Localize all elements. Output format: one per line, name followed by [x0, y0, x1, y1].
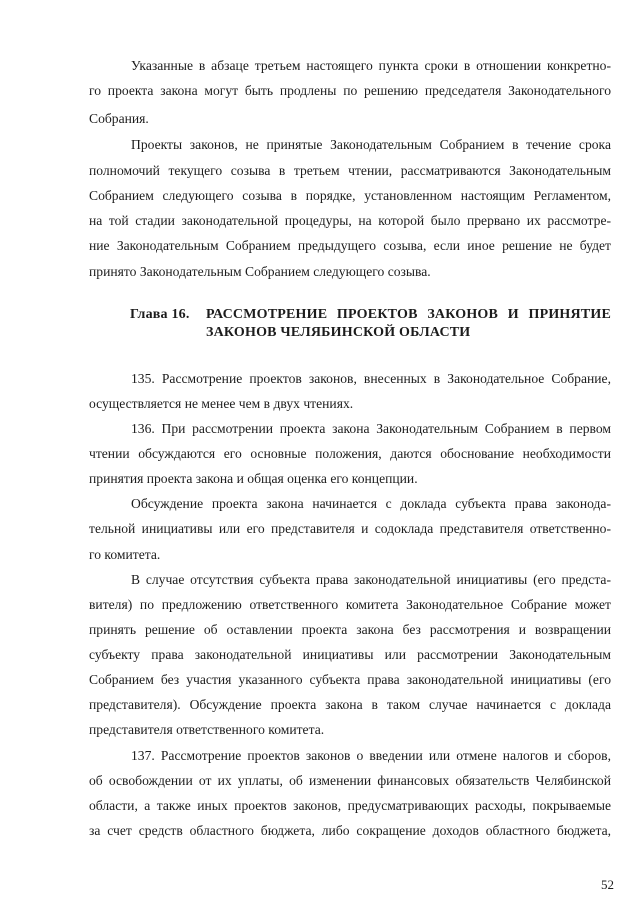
- text-line: 135. Рассмотрение проектов законов, внесенных в Законодательное Собрание,: [131, 371, 611, 386]
- page-number: 52: [601, 877, 614, 892]
- text-line: Собрания.: [89, 111, 149, 126]
- text-line: области, а также иных проектов законов, предусматривающих расходы, покрываемые: [89, 798, 611, 813]
- text-line: 136. При рассмотрении проекта закона Законодательным Собранием в первом: [131, 421, 611, 436]
- text-line: принять решение об оставлении проекта закона без рассмотрения и возвращении: [89, 622, 611, 637]
- text-line: го проекта закона могут быть продлены по решению председателя Законодательного: [89, 83, 611, 98]
- chapter-title-line1: РАССМОТРЕНИЕ ПРОЕКТОВ ЗАКОНОВ И ПРИНЯТИЕ: [206, 307, 611, 322]
- text-line: представителя ответственного комитета.: [89, 722, 325, 737]
- text-line: осуществляется не менее чем в двух чтениях.: [89, 396, 354, 411]
- text-line: принято Законодательным Собранием следующего созыва.: [89, 264, 431, 279]
- text-line: Собранием следующего созыва в порядке, установленном настоящим Регламентом,: [89, 188, 611, 203]
- text-line: В случае отсутствия субъекта права законодательной инициативы (его предста-: [131, 572, 611, 587]
- text-line: Собранием без участия указанного субъекта права законодательной инициативы (его: [89, 672, 611, 687]
- text-line: тельной инициативы или его представителя и содоклада представителя ответственно-: [89, 521, 611, 536]
- chapter-label: Глава 16.: [130, 307, 190, 322]
- text-line: вителя) по предложению ответственного комитета Законодательное Собрание может: [89, 597, 611, 612]
- text-line: го комитета.: [89, 547, 161, 562]
- text-line: Обсуждение проекта закона начинается с доклада субъекта права законода-: [131, 496, 611, 511]
- text-line: субъекту права законодательной инициативы или рассмотрении Законодательным: [89, 647, 611, 662]
- chapter-title-line2: ЗАКОНОВ ЧЕЛЯБИНСКОЙ ОБЛАСТИ: [206, 325, 471, 340]
- text-line: полномочий текущего созыва в третьем чтении, рассматриваются Законодательным: [89, 163, 611, 178]
- text-line: об освобождении от их уплаты, об изменении финансовых обязательств Челябинской: [89, 773, 611, 788]
- text-line: Проекты законов, не принятые Законодательным Собранием в течение срока: [131, 137, 611, 152]
- text-line: Указанные в абзаце третьем настоящего пункта сроки в отношении конкретно-: [131, 58, 611, 73]
- text-line: представителя). Обсуждение проекта закона в таком случае начинается с доклада: [89, 697, 611, 712]
- text-line: чтении обсуждаются его основные положения, даются обоснование необходимости: [89, 446, 611, 461]
- text-line: принятия проекта закона и общая оценка его концепции.: [89, 471, 418, 486]
- text-line: ние Законодательным Собранием предыдущего созыва, если иное решение не будет: [89, 238, 611, 253]
- text-line: за счет средств областного бюджета, либо сокращение доходов областного бюджета,: [89, 823, 611, 838]
- text-line: 137. Рассмотрение проектов законов о введении или отмене налогов и сборов,: [131, 748, 611, 763]
- text-line: на той стадии законодательной процедуры, на которой было прервано их рассмотре-: [89, 213, 611, 228]
